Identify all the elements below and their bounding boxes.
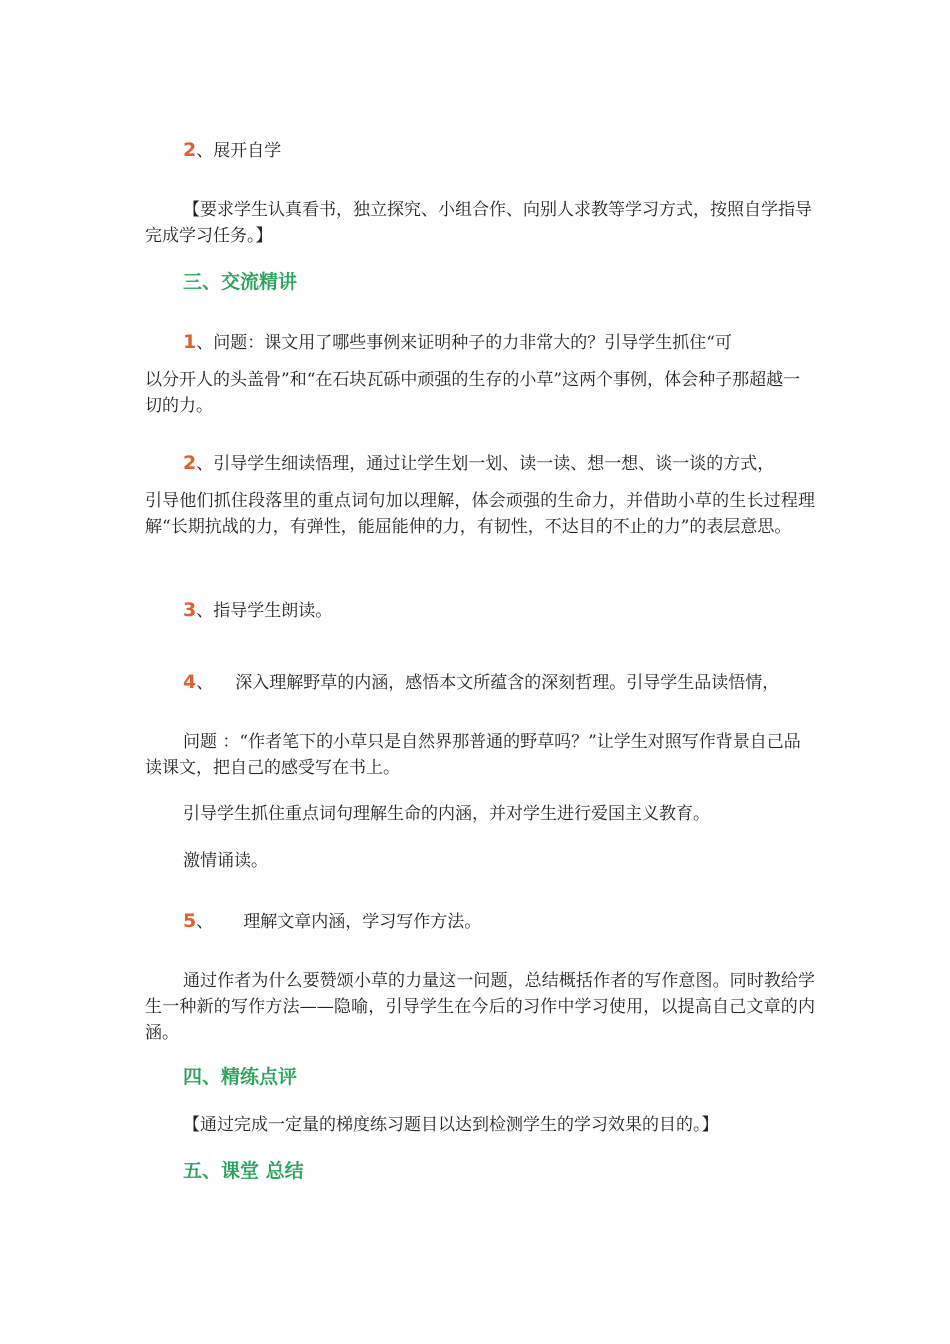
item-text: 指导学生朗读。	[213, 601, 333, 621]
item-separator: 、	[196, 454, 214, 474]
item-number: 3	[183, 599, 197, 621]
item-separator: 、	[196, 912, 214, 932]
item-4-deep-understanding	[145, 669, 815, 696]
section-heading-summary: 五、课堂 总结	[183, 1160, 304, 1182]
paragraph-practice-note: 【通过完成一定量的梯度练习题目以达到检测学生的学习效果的目的。】	[183, 1115, 719, 1135]
item-number: 4	[183, 671, 197, 693]
item-separator: 、	[196, 333, 214, 353]
paragraph-close-reading-continued: 引导他们抓住段落里的重点词句加以理解，体会顽强的生命力，并借助小草的生长过程理解“长期抗战的力，有弹性，能屈能伸的力，有韧性，不达目的不止的力”的表层意思。	[145, 491, 815, 537]
item-separator: 、	[196, 601, 214, 621]
item-number: 2	[183, 139, 197, 161]
paragraph-author-question: 问题 ：“作者笔下的小草只是自然界那普通的野草吗？”让学生对照写作背景自己品读课文，把自己的感受写在书上。	[145, 732, 801, 778]
section-heading-practice: 四、精练点评	[183, 1066, 298, 1088]
section-heading-exchange: 三、交流精讲	[183, 271, 298, 293]
paragraph-passionate-reading: 激情诵读。	[183, 851, 268, 871]
item-text: 理解文章内涵，学习写作方法。	[243, 912, 482, 932]
item-text: 展开自学	[213, 141, 282, 161]
item-2-self-study	[145, 137, 815, 164]
item-1-question	[145, 329, 815, 356]
item-3-reading-aloud	[145, 597, 815, 624]
item-5-writing-method	[145, 908, 815, 935]
paragraph-writing-intent: 通过作者为什么要赞颂小草的力量这一问题，总结概括作者的写作意图。同时教给学生一种新的写作方法——隐喻，引导学生在今后的习作中学习使用，以提高自己文章的内涵。	[145, 971, 815, 1043]
item-separator: 、	[196, 141, 214, 161]
paragraph-patriotic-education: 引导学生抓住重点词句理解生命的内涵，并对学生进行爱国主义教育。	[183, 804, 710, 824]
item-text: 深入理解野草的内涵，感悟本文所蕴含的深刻哲理。引导学生品读悟情，	[235, 673, 780, 693]
item-text: 引导学生细读悟理，通过让学生划一划、读一读、想一想、谈一谈的方式，	[213, 454, 775, 474]
item-number: 5	[183, 910, 197, 932]
paragraph-question-continued: 以分开人的头盖骨”和“在石块瓦砾中顽强的生存的小草”这两个事例，体会种子那超越一切的力。	[145, 370, 801, 416]
paragraph-self-study-requirement: 【要求学生认真看书，独立探究、小组合作、向别人求教等学习方式，按照自学指导完成学习任务。】	[145, 200, 812, 246]
item-number: 1	[183, 331, 197, 353]
item-separator: 、	[196, 673, 214, 693]
item-number: 2	[183, 452, 197, 474]
item-text: 问题：课文用了哪些事例来证明种子的力非常大的？引导学生抓住“可	[213, 333, 732, 353]
item-2-close-reading	[145, 450, 815, 477]
